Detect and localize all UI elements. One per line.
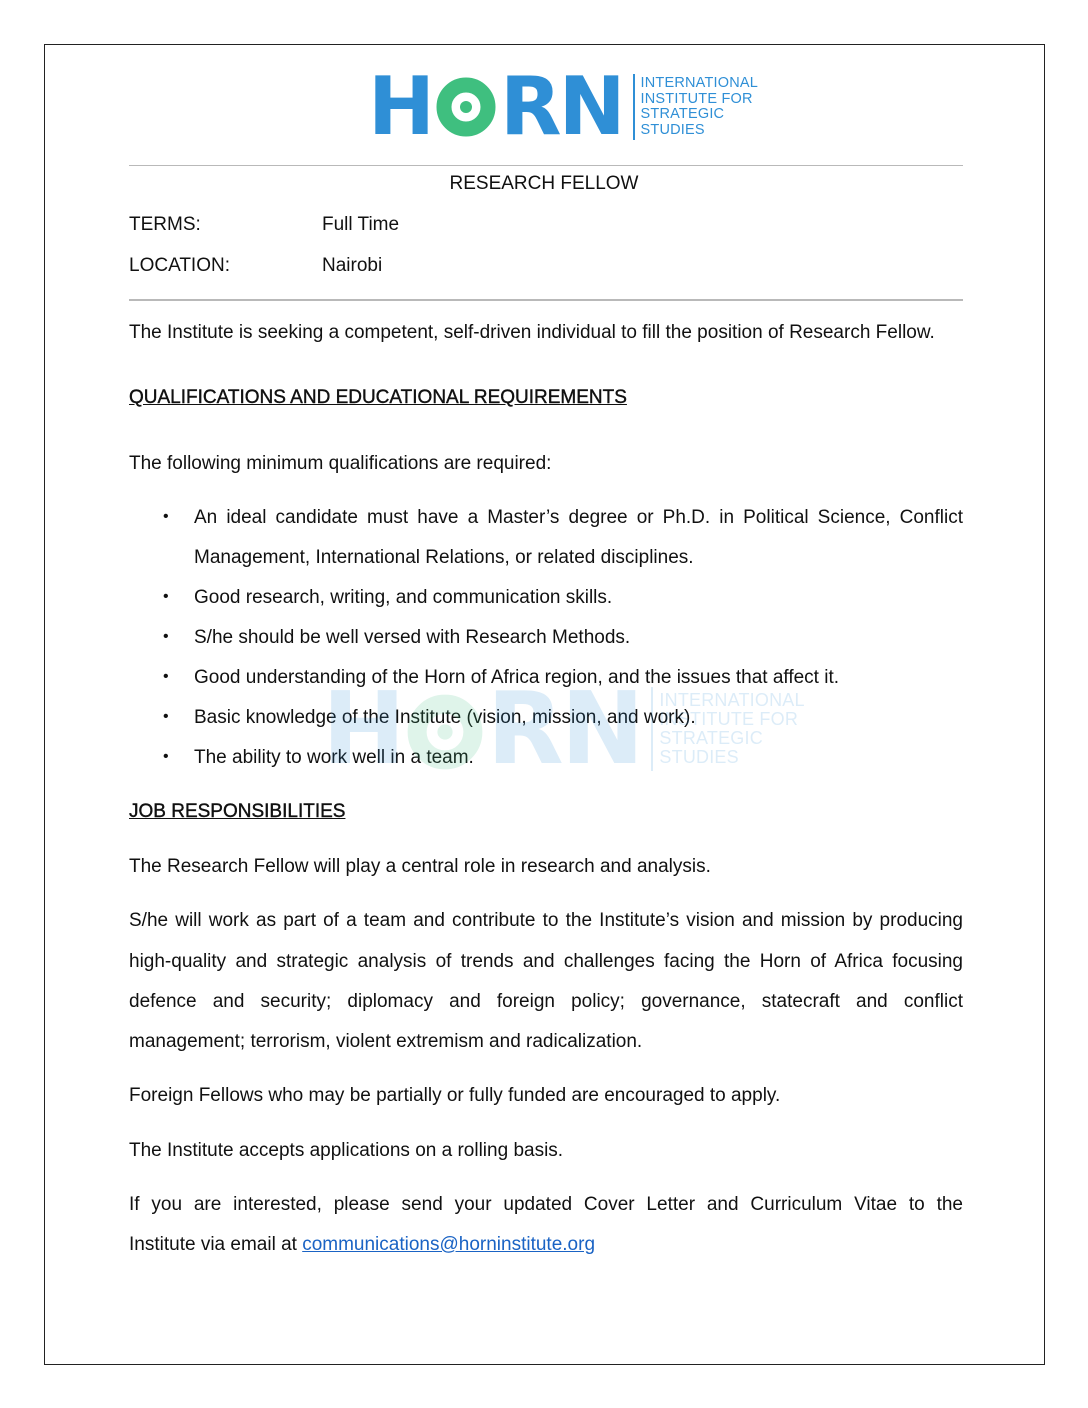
email-prefix: Institute via email at bbox=[129, 1234, 303, 1255]
watermark-subtitle-line: INTERNATIONAL bbox=[659, 690, 805, 710]
list-item: Basic knowledge of the Institute (vision, mission, and work). bbox=[194, 707, 696, 728]
terms-label: TERMS: bbox=[129, 214, 201, 235]
watermark-letter-r: R bbox=[486, 670, 561, 787]
responsibilities-paragraph: The Research Fellow will play a central role in research and analysis. bbox=[129, 856, 711, 877]
logo-subtitle bbox=[641, 76, 759, 138]
watermark-subtitle-line: STRATEGIC bbox=[659, 728, 763, 748]
bullet-icon: • bbox=[163, 668, 169, 685]
logo-subtitle-line: INTERNATIONAL bbox=[640, 75, 759, 91]
watermark-letter-h: H bbox=[322, 670, 403, 787]
bullet-icon: • bbox=[163, 508, 169, 525]
job-title: RESEARCH FELLOW bbox=[449, 173, 639, 194]
paragraph-line: defence and security; diplomacy and foreign policy; governance, statecraft and conflict bbox=[129, 991, 963, 1012]
horn-logo bbox=[368, 60, 759, 153]
responsibilities-heading: JOB RESPONSIBILITIES bbox=[129, 801, 346, 822]
rolling-basis-paragraph: The Institute accepts applications on a rolling basis. bbox=[129, 1140, 564, 1161]
paragraph-line: management; terrorism, violent extremism and radicalization. bbox=[129, 1031, 643, 1052]
qualifications-heading: QUALIFICATIONS AND EDUCATIONAL REQUIREMENTS bbox=[129, 387, 627, 408]
logo-letter-h: H bbox=[368, 60, 432, 153]
paragraph-line: If you are interested, please send your updated Cover Letter and Curriculum Vitae to the bbox=[129, 1194, 963, 1215]
bullet-icon: • bbox=[163, 748, 169, 765]
logo-subtitle-line: STUDIES bbox=[640, 121, 705, 138]
location-value: Nairobi bbox=[322, 255, 383, 276]
watermark-subtitle-line: STUDIES bbox=[659, 747, 739, 767]
paragraph-line: S/he will work as part of a team and contribute to the Institute’s vision and mission by producing bbox=[129, 910, 963, 931]
logo-wordmark bbox=[368, 60, 623, 153]
logo-subtitle-line: INSTITUTE FOR bbox=[640, 90, 753, 107]
qualifications-intro: The following minimum qualifications are required: bbox=[129, 453, 552, 474]
list-item-continuation: Management, International Relations, or related disciplines. bbox=[194, 547, 694, 568]
bullet-icon: • bbox=[163, 708, 169, 725]
intro-paragraph: The Institute is seeking a competent, self-driven individual to fill the position of Research Fellow. bbox=[129, 322, 935, 343]
terms-value: Full Time bbox=[322, 214, 400, 235]
logo-separator bbox=[633, 74, 635, 140]
page-border bbox=[44, 44, 1045, 1365]
bullet-icon: • bbox=[163, 588, 169, 605]
header-rule bbox=[129, 165, 963, 166]
list-item: The ability to work well in a team. bbox=[194, 747, 474, 768]
paragraph-line: high-quality and strategic analysis of trends and challenges facing the Horn of Africa focusing bbox=[129, 951, 963, 972]
logo-letter-r: R bbox=[499, 60, 559, 153]
list-item: An ideal candidate must have a Master’s degree or Ph.D. in Political Science, Conflict bbox=[194, 507, 963, 528]
foreign-fellows-paragraph: Foreign Fellows who may be partially or fully funded are encouraged to apply. bbox=[129, 1085, 781, 1106]
list-item: Good research, writing, and communication skills. bbox=[194, 587, 613, 608]
logo-letter-o-icon bbox=[436, 77, 496, 137]
details-rule bbox=[129, 299, 963, 301]
watermark-subtitle-line: INSTITUTE FOR bbox=[659, 709, 799, 729]
list-item: Good understanding of the Horn of Africa region, and the issues that affect it. bbox=[194, 667, 839, 688]
list-item: S/he should be well versed with Research Methods. bbox=[194, 627, 631, 648]
email-link[interactable]: communications@horninstitute.org bbox=[302, 1234, 596, 1255]
paragraph-line bbox=[129, 1234, 595, 1256]
watermark-letter-n: N bbox=[560, 670, 642, 787]
bullet-icon: • bbox=[163, 628, 169, 645]
logo-subtitle-line: STRATEGIC bbox=[640, 106, 725, 122]
location-label: LOCATION: bbox=[129, 255, 230, 276]
logo-letter-n: N bbox=[558, 60, 623, 153]
